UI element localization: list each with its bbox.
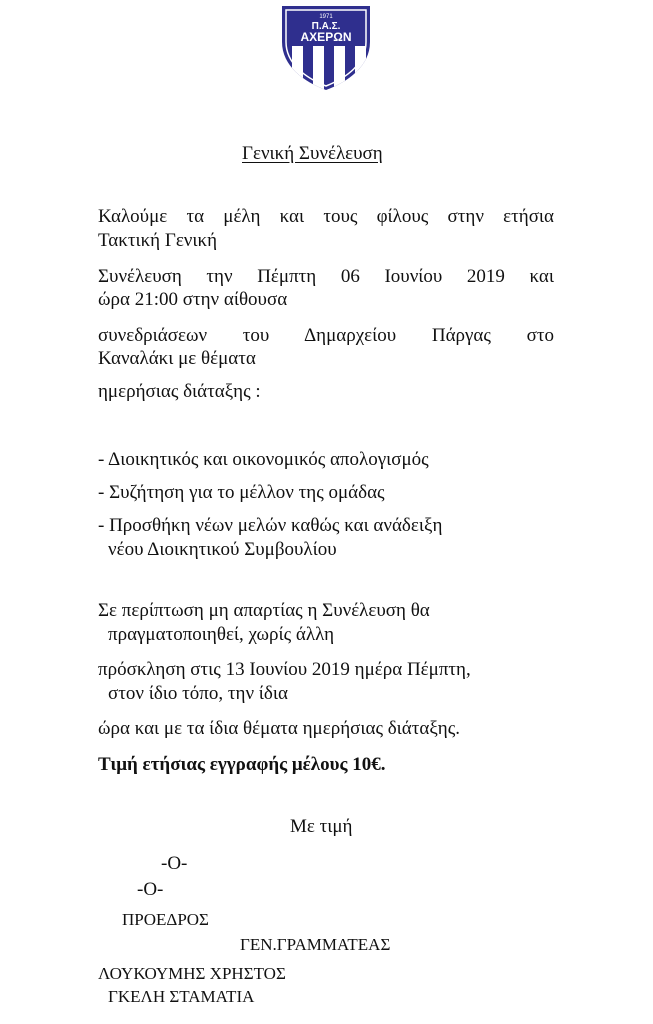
quorum-line-2: πραγματοποιηθεί, χωρίς άλλη [108, 624, 335, 645]
crest-club-name: ΑΧΕΡΩΝ [300, 30, 352, 44]
quorum-line-4: στον ίδιο τόπο, την ίδια [108, 683, 288, 704]
intro-line-7: ημερήσιας διάταξης : [98, 381, 261, 402]
quorum-line-5: ώρα και με τα ίδια θέματα ημερήσιας διάταξης. [98, 718, 461, 739]
seal-mark-1: -Ο- [161, 853, 188, 874]
agenda-item-2: - Συζήτηση για το μέλλον της ομάδας [98, 482, 385, 503]
closing-text: Με τιμή [290, 816, 353, 837]
quorum-line-3: πρόσκληση στις 13 Ιουνίου 2019 ημέρα Πέμπτη, [98, 659, 471, 680]
club-crest-logo [278, 4, 374, 92]
president-title: ΠΡΟΕΔΡΟΣ [122, 910, 209, 929]
seal-mark-2: -Ο- [137, 879, 164, 900]
president-name: ΛΟΥΚΟΥΜΗΣ ΧΡΗΣΤΟΣ [98, 964, 286, 983]
crest-year: 1971 [319, 14, 333, 20]
quorum-line-1: Σε περίπτωση μη απαρτίας η Συνέλευση θα [98, 600, 430, 621]
intro-line-2: Τακτική Γενική [98, 230, 218, 251]
secretary-name: ΓΚΕΛΗ ΣΤΑΜΑΤΙΑ [108, 987, 255, 1006]
intro-line-3: Συνέλευση την Πέμπτη 06 Ιουνίου 2019 και [98, 266, 554, 287]
intro-line-5: συνεδριάσεων του Δημαρχείου Πάργας στο [98, 325, 554, 346]
agenda-item-3: - Προσθήκη νέων μελών καθώς και ανάδειξη [98, 515, 443, 536]
intro-line-4: ώρα 21:00 στην αίθουσα [98, 289, 288, 310]
agenda-item-1: - Διοικητικός και οικονομικός απολογισμός [98, 449, 429, 470]
intro-line-1: Καλούμε τα μέλη και τους φίλους στην ετήσια [98, 206, 554, 227]
secretary-title: ΓΕΝ.ΓΡΑΜΜΑΤΕΑΣ [240, 935, 391, 954]
crest-abbrev: Π.Α.Σ. [311, 21, 341, 32]
agenda-item-3-cont: νέου Διοικητικού Συμβουλίου [108, 539, 337, 560]
membership-fee: Τιμή ετήσιας εγγραφής μέλους 10€. [98, 754, 386, 775]
intro-line-6: Καναλάκι με θέματα [98, 348, 256, 369]
document-title: Γενική Συνέλευση [242, 143, 383, 164]
